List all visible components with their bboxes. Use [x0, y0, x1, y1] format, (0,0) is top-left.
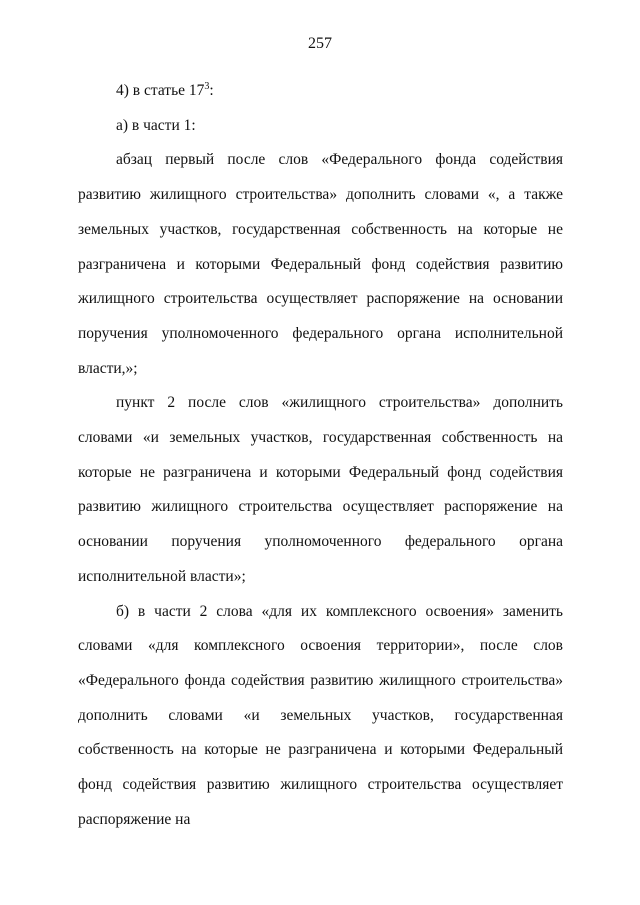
item-4-heading: [78, 74, 563, 109]
item-4-superscript: 3: [204, 81, 210, 92]
sub-item-a: а) в части 1:: [116, 116, 196, 134]
paragraph-punkt-2: пункт 2 после слов «жилищного строительства» дополнить словами «и земельных участков, государственная собственность на которые не разграничена и которыми Федеральный фонд содействия развитию жилищного строительства осуществляет распоряжение на основании поручения уполномоченного федерального органа исполнительной власти»;: [78, 394, 563, 585]
paragraph-abzac-first: абзац первый после слов «Федерального фонда содействия развитию жилищного строительства» дополнить словами «, а также земельных участков, государственная собственность на которые не разграничена и которыми Федеральный фонд содействия развитию жилищного строительства осуществляет распоряжение на основании поручения уполномоченного федерального органа исполнительной власти,»;: [78, 151, 563, 377]
item-4-suffix: :: [209, 82, 214, 99]
page-number: 257: [308, 35, 332, 52]
paragraph-sub-item-b: б) в части 2 слова «для их комплексного освоения» заменить словами «для комплексного освоения территории», после слов «Федерального фонда содействия развитию жилищного строительства» дополнить словами «и земельных участков, государственная собственность на которые не разграничена и которыми Федеральный фонд содействия развитию жилищного строительства осуществляет распоряжение на: [78, 602, 563, 828]
document-body: [78, 74, 563, 837]
item-4-prefix: 4) в статье 17: [116, 82, 205, 99]
